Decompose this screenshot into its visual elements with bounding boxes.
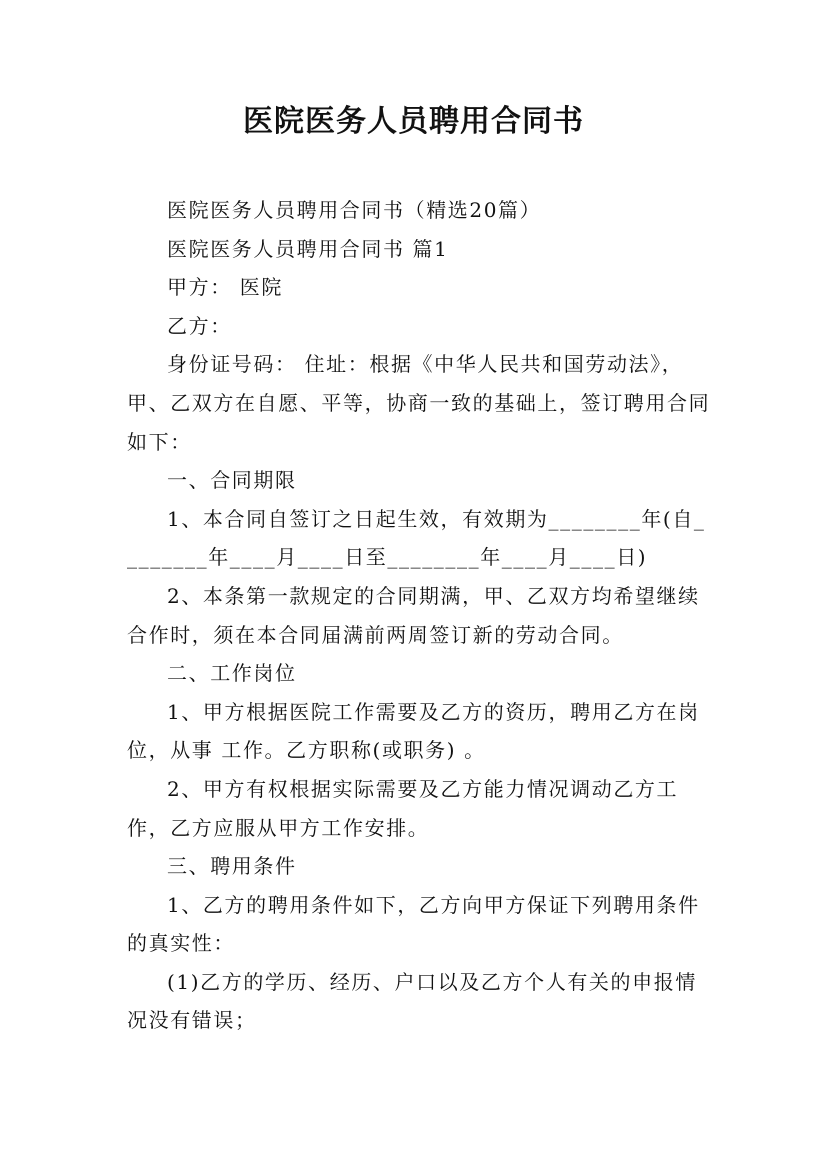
section-heading-conditions: 三、聘用条件 <box>167 854 297 879</box>
paragraph-article-title: 医院医务人员聘用合同书 篇1 <box>167 236 449 261</box>
paragraph-heading-collection: 医院医务人员聘用合同书（精选20篇） <box>167 198 542 222</box>
paragraph-term-2: 2、本条第一款规定的合同期满，甲、乙双方均希望继续合作时，须在本合同届满前两周签订新的劳动合同。 <box>127 583 700 647</box>
section-heading-contract-term: 一、合同期限 <box>167 468 297 493</box>
paragraph-position-1: 1、甲方根据医院工作需要及乙方的资历，聘用乙方在岗位，从事 工作。乙方职称(或职务) 。 <box>127 699 700 763</box>
section-heading-position: 二、工作岗位 <box>167 661 297 686</box>
paragraph-id-address: 身份证号码： 住址：根据《中华人民共和国劳动法》，甲、乙双方在自愿、平等，协商一致的基础上，签订聘用合同如下： <box>127 352 711 454</box>
paragraph-conditions-1: 1、乙方的聘用条件如下，乙方向甲方保证下列聘用条件的真实性： <box>127 892 700 956</box>
document-body <box>127 191 712 1040</box>
paragraph-conditions-1-1: (1)乙方的学历、经历、户口以及乙方个人有关的申报情况没有错误； <box>127 969 697 1033</box>
paragraph-party-b: 乙方： <box>167 313 232 338</box>
paragraph-position-2: 2、甲方有权根据实际需要及乙方能力情况调动乙方工作，乙方应服从甲方工作安排。 <box>127 776 679 840</box>
paragraph-term-1: 1、本合同自签订之日起生效，有效期为________年(自________年____月____日至________年____月____日) <box>127 506 706 570</box>
document-title: 医院医务人员聘用合同书 <box>243 104 584 139</box>
paragraph-party-a: 甲方： 医院 <box>167 275 283 300</box>
